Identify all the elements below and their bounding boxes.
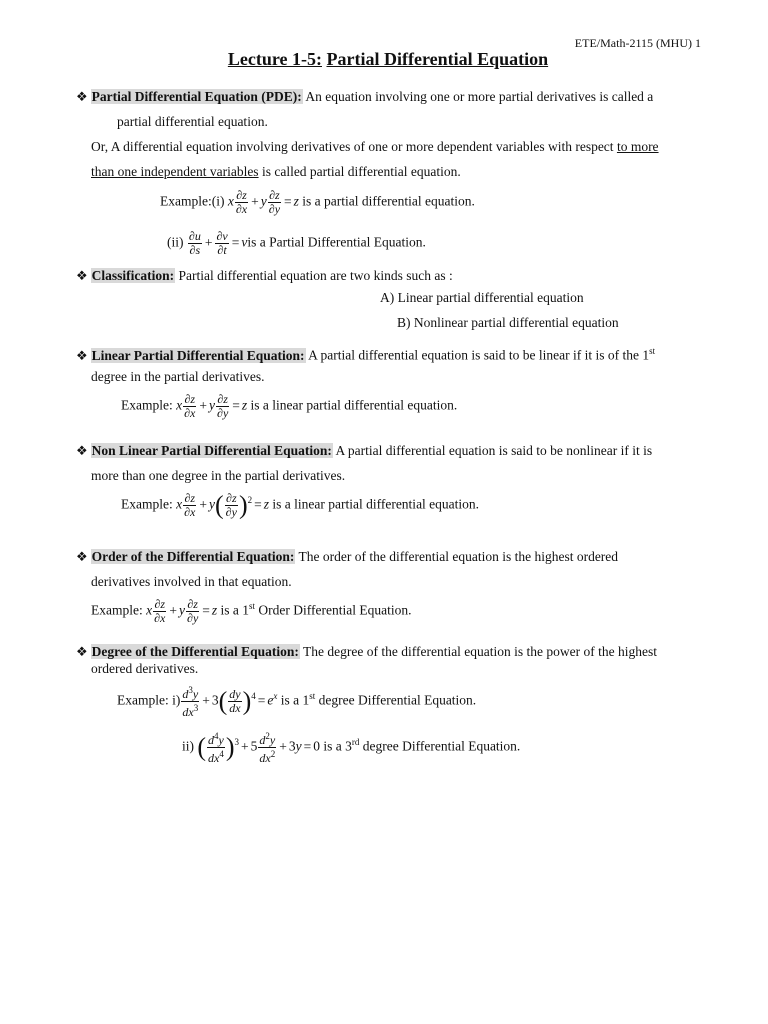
pde-example-1-label: Example:(i): [160, 193, 225, 209]
pde-text-1: An equation involving one or more partial derivatives is called a: [305, 89, 654, 104]
fraction: $\frac{d^2y}{dx^2}$: [259, 731, 276, 765]
nonlinear-definition: [76, 438, 702, 463]
pde-example-2-label: (ii): [167, 234, 184, 250]
fraction: $\frac{\partial u}{\partial s}$: [188, 229, 201, 257]
nonlinear-example: Example: x $\frac{\partial z}{\partial x}$ + y( $\frac{\partial z}{\partial y}$ )$^2$ = z is a linear partial differential equation.: [121, 490, 480, 520]
order-example-sup: st: [249, 601, 256, 612]
order-text-1: The order of the differential equation is the highest ordered: [298, 549, 619, 564]
order-text-2: derivatives involved in that equation.: [91, 574, 292, 589]
classification-b: B) Nonlinear partial differential equation: [397, 315, 619, 330]
degree-example-1-tail-a: is a 1: [280, 692, 310, 708]
nonlinear-example-tail: is a linear partial differential equation.: [272, 496, 480, 512]
fraction: $\frac{\partial z}{\partial y}$: [225, 491, 237, 519]
nonlinear-text-2: more than one degree in the partial derivatives.: [91, 468, 346, 483]
classification-term: Classification:: [91, 268, 175, 283]
fraction: $\frac{d^3y}{dx^3}$: [182, 685, 199, 719]
degree-example-1-label: Example: i): [117, 692, 181, 708]
classification: [76, 263, 702, 288]
title-main: Partial Differential Equation: [326, 49, 549, 69]
pde-alt-u1: to more: [616, 139, 659, 154]
fraction: $\frac{\partial z}{\partial x}$: [184, 491, 196, 519]
fraction: $\frac{\partial v}{\partial t}$: [216, 229, 228, 257]
order-example-tail-b: Order Differential Equation.: [258, 602, 412, 618]
degree-example-1: Example: i) $\frac{d^3y}{dx^3}$ + 3( $\frac{dy}{dx}$ )$^4 = e^x$ is a 1st degree Differential Equation.: [117, 685, 477, 719]
pde-alt-a: Or, A differential equation involving derivatives of one or more dependent variables with respect: [91, 139, 614, 154]
pde-alt-definition-cont: [91, 159, 717, 184]
linear-term: Linear Partial Differential Equation:: [91, 347, 305, 363]
title-prefix: Lecture 1-5:: [227, 49, 322, 69]
degree-definition: [76, 643, 702, 677]
linear-sup: st: [649, 346, 656, 356]
linear-text-2: degree in the partial derivatives.: [91, 369, 265, 384]
diamond-bullet-icon: ❖: [76, 89, 88, 104]
pde-alt-definition: [91, 134, 702, 159]
pde-example-1-tail: is a partial differential equation.: [302, 193, 475, 209]
diamond-bullet-icon: ❖: [76, 347, 88, 363]
order-term: Order of the Differential Equation:: [91, 549, 295, 564]
pde-example-2-tail: is a Partial Differential Equation.: [247, 234, 426, 250]
linear-example-tail: is a linear partial differential equation.: [250, 397, 458, 413]
diamond-bullet-icon: ❖: [76, 268, 88, 283]
nonlinear-definition-cont: [76, 463, 702, 488]
classification-text: Partial differential equation are two kinds such as :: [178, 268, 453, 283]
fraction: $\frac{\partial z}{\partial x}$: [235, 188, 248, 216]
fraction: $\frac{\partial z}{\partial y}$: [217, 392, 229, 420]
order-definition-cont: [76, 569, 702, 594]
pde-term: Partial Differential Equation (PDE):: [91, 89, 302, 104]
nonlinear-example-label: Example:: [121, 496, 173, 512]
fraction: $\frac{dy}{dx}$: [229, 687, 241, 715]
fraction: $\frac{\partial z}{\partial y}$: [268, 188, 281, 216]
pde-text-2: partial differential equation.: [117, 114, 268, 129]
pde-example-1: Example:(i) x $\frac{\partial z}{\partial x}$ + y $\frac{\partial z}{\partial y}$ = z is a partial differential equation.: [160, 188, 475, 216]
pde-definition: [76, 84, 702, 109]
nonlinear-text-1: A partial differential equation is said to be nonlinear if it is: [335, 443, 653, 458]
pde-alt-u2: than one independent variables: [91, 164, 259, 179]
order-example-tail-a: is a 1: [220, 602, 250, 618]
linear-text-1: A partial differential equation is said to be linear if it is of the 1: [308, 347, 650, 363]
page-title: [0, 49, 768, 70]
degree-example-1-sup: st: [309, 691, 316, 702]
diamond-bullet-icon: ❖: [76, 644, 88, 659]
linear-definition-cont: [76, 364, 702, 389]
order-definition: [76, 544, 702, 569]
degree-example-2-tail-a: is a 3: [323, 738, 352, 754]
diamond-bullet-icon: ❖: [76, 443, 88, 458]
degree-example-2-tail-b: degree Differential Equation.: [362, 738, 521, 754]
degree-example-2-sup: rd: [351, 737, 360, 748]
degree-example-2-label: ii): [182, 738, 194, 754]
degree-example-2: ii) ( $\frac{d^4y}{dx^4}$ )$^3$ + 5 $\frac{d^2y}{dx^2}$ + 3y = 0 is a 3rd degree Differential Equation.: [182, 731, 521, 765]
nonlinear-term: Non Linear Partial Differential Equation:: [91, 443, 332, 458]
fraction: $\frac{\partial z}{\partial x}$: [154, 597, 166, 625]
classification-a: A) Linear partial differential equation: [380, 290, 584, 305]
linear-example: Example: x $\frac{\partial z}{\partial x}$ + y $\frac{\partial z}{\partial y}$ = z is a linear partial differential equation.: [121, 392, 458, 420]
fraction: $\frac{\partial z}{\partial x}$: [184, 392, 196, 420]
linear-example-label: Example:: [121, 397, 173, 413]
pde-alt-b: is called partial differential equation.: [261, 164, 461, 179]
degree-term: Degree of the Differential Equation:: [91, 644, 299, 659]
degree-text-1: The degree of the differential equation is the power of the highest: [303, 644, 658, 659]
pde-definition-cont: [76, 109, 702, 134]
order-example: Example: x $\frac{\partial z}{\partial x}$ + y $\frac{\partial z}{\partial y}$ = z is a 1st Order Differential Equation.: [91, 597, 412, 625]
fraction: $\frac{d^4y}{dx^4}$: [208, 731, 224, 765]
fraction: $\frac{\partial z}{\partial y}$: [187, 597, 199, 625]
degree-example-1-tail-b: degree Differential Equation.: [318, 692, 477, 708]
degree-text-2: ordered derivatives.: [91, 661, 199, 676]
page-header: ETE/Math-2115 (MHU) 1: [574, 36, 701, 50]
diamond-bullet-icon: ❖: [76, 549, 88, 564]
pde-example-2: (ii) $\frac{\partial u}{\partial s}$ + $\frac{\partial v}{\partial t}$ = vis a Partial Differential Equation.: [167, 229, 426, 257]
order-example-label: Example:: [91, 602, 143, 618]
